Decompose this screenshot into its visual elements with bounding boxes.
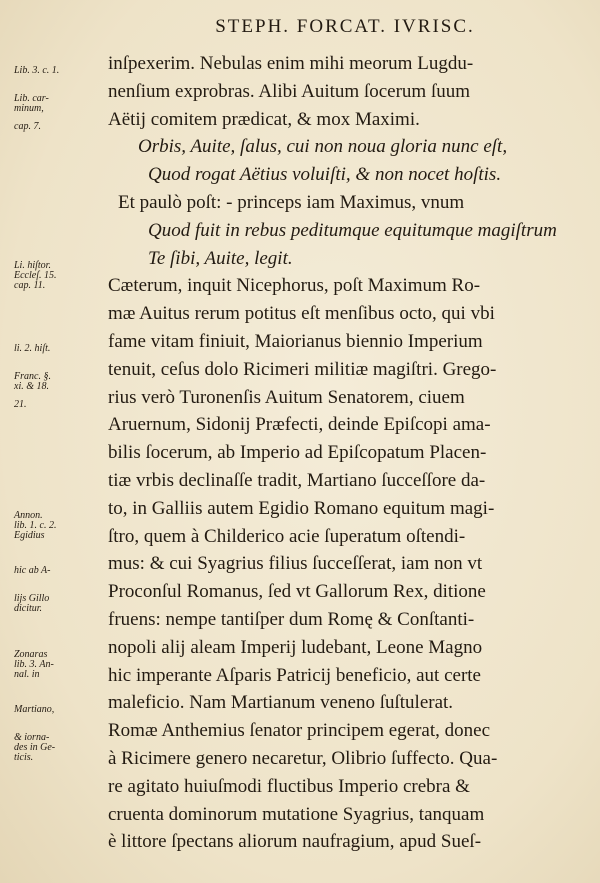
text-line: maleficio. Nam Martianum veneno ſuſtulerat. xyxy=(108,692,454,714)
text-line: re agitato huiuſmodi fluctibus Imperio crebra & xyxy=(108,775,470,797)
text-line: Quod rogat Aëtius voluiſti, & non nocet hoſtis. xyxy=(148,164,502,186)
text-line: nopoli alij aleam Imperij ludebant, Leone Magno xyxy=(108,636,483,658)
margin-note: cap. 7. xyxy=(14,120,41,132)
text-line: Aëtij comitem prædicat, & mox Maximi. xyxy=(108,108,420,130)
text-line: Te ſibi, Auite, legit. xyxy=(148,247,293,269)
margin-note: Franc. §. xi. & 18. xyxy=(14,370,51,392)
text-line: tiæ vrbis declinaſſe tradit, Martiano ſucceſſore da- xyxy=(108,470,486,491)
text-line: nenſium exprobras. Alibi Auitum ſocerum ſuum xyxy=(108,80,471,102)
text-line: rius verò Turonenſis Auitum Senatorem, ciuem xyxy=(108,386,465,408)
margin-note: Li. hiſtor. Eccleſ. 15. cap. 11. xyxy=(14,259,57,291)
text-line: Quod fuit in rebus peditumque equitumque magiſtrum xyxy=(148,219,557,241)
text-line: Proconſul Romanus, ſed vt Gallorum Rex, ditione xyxy=(108,581,486,603)
margin-note: 21. xyxy=(14,398,27,410)
text-line: Romæ Anthemius ſenator principem egerat, donec xyxy=(108,720,491,742)
text-line: cruenta dominorum mutatione Syagrius, tanquam xyxy=(108,803,485,825)
text-line: ſtro, quem à Childerico acie ſuperatum oſtendi- xyxy=(108,525,466,547)
margin-note: lijs Gillo dicitur. xyxy=(14,593,50,615)
margin-note: Zonaras lib. 3. An- nal. in xyxy=(14,648,54,680)
text-line: fame vitam finiuit, Maiorianus biennio Imperium xyxy=(108,331,483,352)
text-line: to, in Galliis autem Egidio Romano equitum magi- xyxy=(108,497,495,519)
text-line: Cæterum, inquit Nicephorus, poſt Maximum Ro- xyxy=(108,275,481,297)
text-line: mæ Auitus rerum potitus eſt menſibus octo, qui vbi xyxy=(108,303,495,325)
text-line: à Ricimere genero necaretur, Olibrio ſuffecto. Qua- xyxy=(108,748,498,769)
margin-note: Lib. car- minum, xyxy=(14,92,49,114)
running-head: STEPH. FORCAT. IVRISC. xyxy=(215,16,475,37)
text-line: tenuit, ceſus dolo Ricimeri militiæ magiſtri. Grego- xyxy=(108,358,497,380)
margin-note: Annon. lib. 1. c. 2. Egidius xyxy=(14,509,57,541)
text-line: Aruernum, Sidonij Præfecti, deinde Epiſcopi ama- xyxy=(108,414,491,436)
text-line: fruens: nempe tantiſper dum Romę & Conſtanti- xyxy=(108,609,475,630)
text-line: è littore ſpectans aliorum naufragium, apud Sueſ- xyxy=(108,831,482,853)
text-line: hic imperante Aſparis Patricij beneficio, aut certe xyxy=(108,664,481,686)
text-line: inſpexerim. Nebulas enim mihi meorum Lugdu- xyxy=(108,53,474,74)
margin-note: li. 2. hiſt. xyxy=(14,343,51,354)
text-line: bilis ſocerum, ab Imperio ad Epiſcopatum Placen- xyxy=(108,442,487,464)
text-line: Et paulò poſt: - princeps iam Maximus, vnum xyxy=(118,192,465,213)
text-line: mus: & cui Syagrius filius ſucceſſerat, iam non vt xyxy=(108,553,483,575)
margin-note: hic ab A- xyxy=(14,565,51,577)
margin-note: Martiano, xyxy=(14,704,55,716)
margin-note: Lib. 3. c. 1. xyxy=(14,65,60,76)
margin-note: & iorna- des in Ge- ticis. xyxy=(14,732,56,764)
text-line: Orbis, Auite, ſalus, cui non noua gloria nunc eſt, xyxy=(138,136,508,158)
